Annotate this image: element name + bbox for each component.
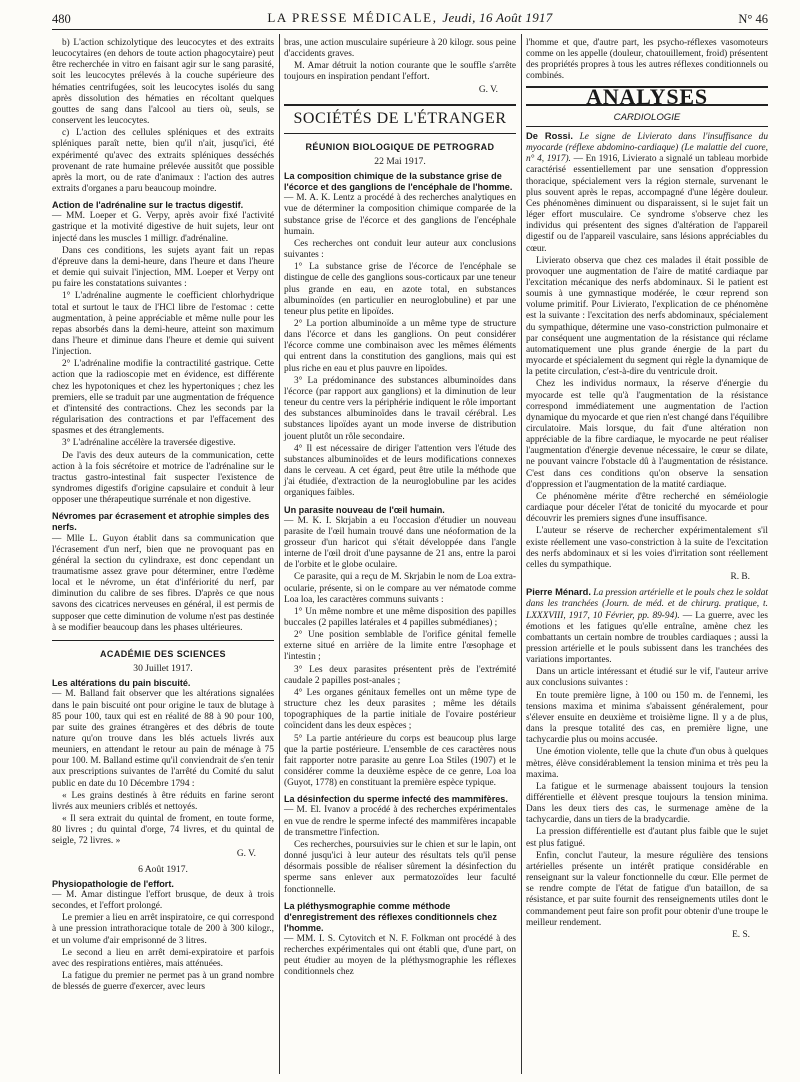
session-date: 22 Mai 1917.	[374, 155, 426, 167]
paragraph: Ce parasite, qui a reçu de M. Skrjabin le nom de Loa extra-ocularie, présente, si on le compare au ver nématode comme Loa loa, les caractères communs suivants :	[284, 572, 516, 605]
paragraph: Le premier a lieu en arrêt inspiratoire, ce qui correspond à une pression intrathoracique totale de 200 à 300 kilogr., et un volume d'air emprisonné de 3 litres.	[52, 913, 274, 946]
section-rule	[284, 104, 516, 106]
paragraph: — MM. I. S. Cytovitch et N. F. Folkman ont procédé à des recherches expérimentales qui ont établi que, d'une part, on peut étudier au moyen de la pléthysmographie les réflexes conditionnels chez	[284, 933, 516, 978]
paragraph: Enfin, conclut l'auteur, la mesure régulière des tensions artérielles présente un intérêt pratique considérable en renseignant sur la valeur fonctionnelle du cœur. Elle permet de se rendre compte de l'état de fatigue d'un bataillon, de sa résistance, et par suite fournit des renseignements utiles dont le commandement peut faire son profit pour obtenir d'une troupe le meilleur rendement.	[526, 850, 768, 928]
paragraph: 2° La portion albuminoïde a un même type de structure dans l'écorce et dans les ganglions. On peut considérer l'écorce comme une combinaison avec les mêmes éléments qui entrent dans la constitution des ganglions, mais qui est plus riche en eau et plus pauvre en lipoïdes.	[284, 319, 516, 374]
issue-date: Jeudi, 16 Août 1917	[442, 10, 553, 25]
page-number: 480	[52, 12, 71, 26]
paragraph: « Les grains destinés à être réduits en farine seront livrés aux meuniers criblés et nettoyés.	[52, 790, 274, 812]
paragraph: De l'avis des deux auteurs de la communication, cette action à la fois sécrétoire et motrice de l'adrénaline sur le tractus gastro-intestinal fait suspecter l'existence de syndromes digestifs d'origine capsulaire et conduit à leur opposer une thérapeutique surrénale et non digestive.	[52, 450, 274, 506]
paragraph: Livierato observa que chez ces malades il était possible de provoquer une augmentation de l'aire de matité cardiaque par l'excitation mécanique des nerfs abdominaux. Si le patient est soumis à une gymnastique modérée, le cœur reprend son volume primitif. Pour Livierato, l'explication de ce phénomène est la suivante : l'excitation des nerfs abdominaux, spécialement du sympathique, détermine une vaso-constriction pulmonaire et par conséquent une augmentation de la résistance qui réclame automatiquement une plus grande énergie de la part du myocarde et spécialement du segment qui règle la dynamique de la petite circulation, c'est-à-dire du ventricule droit.	[526, 255, 768, 378]
journal-title	[52, 10, 768, 26]
paragraph: — M. A. K. Lentz a procédé à des recherches analytiques en vue de déterminer la composition chimique comparée de la substance grise de l'écorce et des ganglions de l'encéphale humain.	[284, 193, 516, 237]
paragraph: Dans ces conditions, les sujets ayant fait un repas d'épreuve dans la demi-heure, dans l'heure et dans l'heure et demie qui suivait l'injection, MM. Loeper et Verpy ont pu faire les constatations suivantes :	[52, 245, 274, 290]
article-heading: La composition chimique de la substance grise de l'écorce et des ganglions de l'encéphale de l'homme.	[284, 171, 513, 193]
analysis-reference: (Journ. de méd. et de chirurg. pratique, t. LXXXVIII, 1917, 10 Février, pp. 89-94).	[526, 599, 768, 621]
issue-number: N° 46	[738, 12, 768, 26]
session-date: 30 Juillet 1917.	[133, 663, 193, 675]
column-2	[284, 38, 516, 980]
rubric-title: CARDIOLOGIE	[613, 111, 681, 123]
paragraph: L'auteur se réserve de rechercher expérimentalement s'il existe réellement une vaso-constriction à la suite de l'excitation des nerfs abdominaux et si les voies d'irritation sont réellement celles du sympathique.	[526, 526, 768, 570]
signature: E. S.	[732, 929, 750, 940]
paragraph: Dans un article intéressant et étudié sur le vif, l'auteur arrive aux conclusions suivantes :	[526, 667, 768, 689]
article-heading: Les altérations du pain biscuité.	[52, 678, 191, 689]
paragraph: 1° Un même nombre et une même disposition des papilles buccales (2 papilles latérales et 4 papilles submédianes) ;	[284, 606, 516, 628]
article-heading: Un parasite nouveau de l'œil humain.	[284, 504, 445, 515]
column-1	[52, 38, 274, 994]
paragraph: Ces recherches, poursuivies sur le chien et sur le lapin, ont donné jusqu'ici à leur auteur des résultats tels qu'il pense désormais possible de réaliser sûrement la désinfection du sperme sans enlever aux permatozoïdes leur faculté fonctionnelle.	[284, 839, 516, 895]
paragraph: bras, une action musculaire supérieure à 20 kilogr. sous peine d'accidents graves.	[284, 38, 516, 60]
paragraph: — M. K. I. Skrjabin a eu l'occasion d'étudier un nouveau parasite de l'œil humain trouvé dans une néoformation de la grosseur d'un haricot qui s'était développée dans l'angle interne de l'œil droit d'une paysanne de 21 ans, entre la paroi de l'orbite et le globe oculaire.	[284, 515, 516, 571]
paragraph: « Il sera extrait du quintal de froment, en toute forme, 80 livres ; du quintal d'orge, 74 livres, et du quintal de seigle, 72 livres. »	[52, 814, 274, 847]
paragraph: c) L'action des cellules spléniques et des extraits spléniques paraît nette, bien qu'il n'ait, jusqu'ici, été expérimenté qu'avec des extraits spléniques desséchés provenant de rate humaine prélevée aussitôt que possible après la mort, ou de rate d'animaux : l'action des autres extraits d'organes a paru beaucoup moindre.	[52, 128, 274, 195]
paragraph: 3° Les deux parasites présentent près de l'extrémité caudale 2 papilles post-anales ;	[284, 664, 516, 686]
section-title: ACADÉMIE DES SCIENCES	[100, 648, 226, 659]
paragraph: b) L'action schizolytique des leucocytes et des extraits leucocytaires (en dehors de toute action phagocytaire) peut être recherchée in vitro en faisant agir sur le sang parasité, soit les leucocytes prélevés à la couche supérieure des hématies centrifugées, soit les leucocytes isolés du sang après dissolution des hématies en récoltant quelques gouttes de sang dans l'alcool au tiers où, seuls, se conservent les leucocytes.	[52, 38, 274, 127]
section-title: SOCIÉTÉS DE L'ÉTRANGER	[293, 109, 507, 127]
paragraph: l'homme et que, d'autre part, les psycho-réflexes vasomoteurs comme on les appelle (douleur, chatouillement, froid) présentent des propriétés propres à tous les autres réflexes conditionnels ou combinés.	[526, 38, 768, 82]
analysis-entry	[526, 587, 768, 666]
paragraph: — M. El. Ivanov a procédé à des recherches expérimentales en vue de rendre le sperme infecté des mammifères incapable de transmettre l'infection.	[284, 805, 516, 838]
article-heading: La désinfection du sperme infecté des mammifères.	[284, 794, 508, 805]
column-3	[526, 38, 768, 941]
analysis-author: De Rossi.	[526, 130, 573, 141]
paragraph: Le second a lieu en arrêt demi-expiratoire et parfois avec des respirations entières, mais atténuées.	[52, 947, 274, 969]
paragraph: 4° Il est nécessaire de diriger l'attention vers l'étude des substances albuminoïdes et de leurs modifications connexes dans le cerveau. A cet égard, peut être utile la méthode que j'ai étudiée, d'extraction de la neuroglobuline par les acides organiques faibles.	[284, 443, 516, 499]
section-title: ANALYSES	[526, 86, 768, 106]
paragraph: M. Amar détruit la notion courante que le souffle s'arrête toujours en inspiration pendant l'effort.	[284, 61, 516, 83]
signature: G. V.	[478, 84, 498, 95]
page-header	[52, 10, 768, 28]
column-divider	[279, 34, 280, 1074]
paragraph: 1° La substance grise de l'écorce de l'encéphale se distingue de celle des ganglions sous-corticaux par une teneur plus grande en eau, en azote total, en substances albuminoïdes (en particulier en neuroglobuline) et par une teneur plus petite en lipoïdes.	[284, 262, 516, 317]
analysis-text: — En 1916, Livierato a signalé un tableau morbide caractérisé essentiellement par une sensation d'oppression thoracique, spécialement vers la région sternale, survenant le plus souvent après le repas, accompagné d'une légère douleur. Ces phénomènes diminuent ou disparaissent, si le sujet fait un léger effort musculaire. Ce syndrome s'observe chez les individus qui présentent des signes d'altération de l'appareil digestif ou de l'appareil vasculaire, sans lésions appréciables du cœur.	[526, 154, 768, 254]
header-rule	[52, 29, 768, 30]
signature: R. B.	[730, 572, 750, 583]
analysis-reference: (Le malattie del cuore, n° 4, 1917).	[526, 143, 768, 165]
paragraph: La fatigue et le surmenage abaissent toujours la tension différentielle et élèvent presque toujours la tension minima. Dans les deux tiers des cas, le surmenage amène de la tachycardie, dans un tiers de la bradycardie.	[526, 781, 768, 826]
analysis-title: La pression artérielle et le pouls chez le soldat dans les tranchées	[526, 588, 768, 610]
rubric-rule	[526, 126, 768, 127]
paragraph: La fatigue du premier ne permet pas à un grand nombre de blessés de guerre d'exercer, avec leurs	[52, 971, 274, 993]
analysis-title: Le signe de Livierato dans l'insuffisance du myocarde (réflexe abdomino-cardiaque)	[526, 131, 768, 154]
analysis-text: — La guerre, avec les émotions et les fatigues qu'elle entraîne, amène chez les combattants un certain nombre de troubles cardiaques ; aussi la pression artérielle et le pouls subissent dans les tranchées des variations importantes.	[526, 610, 768, 666]
article-heading: Action de l'adrénaline sur le tractus digestif.	[52, 200, 244, 211]
session-date: 6 Août 1917.	[138, 863, 188, 875]
paragraph: — M. Balland fait observer que les altérations signalées dans le pain biscuité ont pour origine le taux de blutage à 85 pour 100, taux qui est en réalité de 88 à 90 pour 100, par suite des graines étrangères et des débris de toute nature qu'on trouve dans les blés actuels livrés aux meuniers, en attendant le retour au pain de ménage à 75 pour 100. M. Balland estime qu'il conviendrait de s'en tenir aux prescriptions suivantes de l'arrêté du Comité du salut public en date du 10 Décembre 1794 :	[52, 689, 274, 789]
analysis-entry	[526, 131, 768, 255]
paragraph: 2° L'adrénaline modifie la contractilité gastrique. Cette action que la radioscopie met en évidence, est différente chez les hypotoniques et chez les hypertoniques ; chez les premiers, elle se traduit par une augmentation de fréquence et d'intensité des contractions. Chez les seconds par la régularisation des contractions et par l'effacement des spasmes et des étranglements.	[52, 359, 274, 437]
paragraph: 3° L'adrénaline accélère la traversée digestive.	[62, 438, 236, 449]
paragraph: Chez les individus normaux, la réserve d'énergie du myocarde est telle qu'à l'augmentation de la résistance correspond immédiatement une augmentation de l'action dynamique du myocarde et que rien n'est changé dans l'équilibre circulatoire. Mais lorsque, du fait d'une altération non appréciable de la fibre cardiaque, le myocarde ne peut réaliser l'augmentation d'énergie devenue nécessaire, le cœur se dilate, ne pouvant vaincre l'obstacle dû à l'augmentation de résistance. C'est dans ces conditions qu'on observe la sensation d'oppression et l'augmentation de la matité cardiaque.	[526, 379, 768, 490]
paragraph: La pression différentielle est d'autant plus faible que le sujet est plus fatigué.	[526, 827, 768, 849]
paragraph: En toute première ligne, à 100 ou 150 m. de l'ennemi, les tensions maxima et minima s'abaissent généralement, pour s'élever ensuite en deuxième et troisième ligne. Il y a de plus, dans la presque totalité des cas, en première ligne, une tachycardie plus ou moins accusée.	[526, 690, 768, 746]
paragraph: — MM. Loeper et G. Verpy, après avoir fixé l'activité gastrique et la motivité digestive de huit sujets, leur ont injecté dans les muscles 1 milligr. d'adrénaline.	[52, 211, 274, 244]
paragraph: — M. Amar distingue l'effort brusque, de deux à trois secondes, et l'effort prolongé.	[52, 889, 274, 912]
section-rule	[284, 133, 516, 134]
paragraph: 1° L'adrénaline augmente le coefficient chlorhydrique total et surtout le taux de l'HCl libre de l'estomac : cette augmentation, à peine appréciable et même nulle pour les repas absorbés dans la demi-heure, atteint son maximum dans l'heure et diminue dans l'heure et demie qui suivent l'injection.	[52, 291, 274, 358]
paragraph: Ces recherches ont conduit leur auteur aux conclusions suivantes :	[284, 238, 516, 261]
section-rule	[52, 640, 274, 641]
article-heading: Névromes par écrasement et atrophie simples des nerfs.	[52, 511, 270, 533]
journal-name: LA PRESSE MÉDICALE,	[267, 10, 438, 25]
paragraph: Une émotion violente, telle que la chute d'un obus à quelques mètres, élève considérablement la tension minima et très peu la maxima.	[526, 747, 768, 780]
article-heading: La pléthysmographie comme méthode d'enregistrement des réflexes conditionnels chez l'homme.	[284, 900, 497, 933]
paragraph: Ce phénomène mérite d'être recherché en séméiologie cardiaque pour déceler l'état de tonicité du myocarde et pour découvrir les premiers signes d'une insuffisance.	[526, 491, 768, 525]
paragraph: 4° Les organes génitaux femelles ont un même type de structure chez les deux parasites ; même les détails topographiques de la partie initiale de l'ovaire postérieur coïncident dans les deux espèces ;	[284, 687, 516, 732]
column-divider	[521, 34, 522, 1074]
paragraph: — Mlle L. Guyon établit dans sa communication que l'écrasement d'un nerf, bien que ne provoquant pas en général la section du cylindraxe, est donc cependant un traumatisme assez grave pour déterminer, entre l'œdème local et le névrome, un état d'infériorité du nerf, par diminution du calibre de ses fibres. D'après ce que nous savons des cicatrices nerveuses en général, il est permis de supposer que cette diminution de volume n'est pas destinée à se modifier beaucoup dans les phases ultérieures.	[52, 533, 274, 633]
paragraph: 2° Une position semblable de l'orifice génital femelle externe situé en arrière de la limite entre l'œsophage et l'intestin ;	[284, 630, 516, 663]
analysis-author: Pierre Ménard.	[526, 587, 591, 598]
paragraph: 3° La prédominance des substances albuminoïdes dans l'écorce (par rapport aux ganglions) et la diminution de leur teneur du centre vers la périphérie indiquent le rôle important des substances albuminoïdes dans le travail cérébral. Les substances lipoïdes ayant un mode inverse de distribution jouent plutôt un rôle secondaire.	[284, 375, 516, 442]
subsection-title: RÉUNION BIOLOGIQUE DE PETROGRAD	[305, 141, 495, 152]
signature: G. V.	[236, 848, 256, 859]
article-heading: Physiopathologie de l'effort.	[52, 878, 174, 889]
paragraph: 5° La partie antérieure du corps est beaucoup plus large que la partie postérieure. L'ensemble de ces caractères nous fait rapporter notre parasite au genre Loa Stiles (1907) et le considérer comme la deuxième espèce de ce genre, Loa loa (Guyot, 1778) en constituant la première espèce typique.	[284, 733, 516, 789]
